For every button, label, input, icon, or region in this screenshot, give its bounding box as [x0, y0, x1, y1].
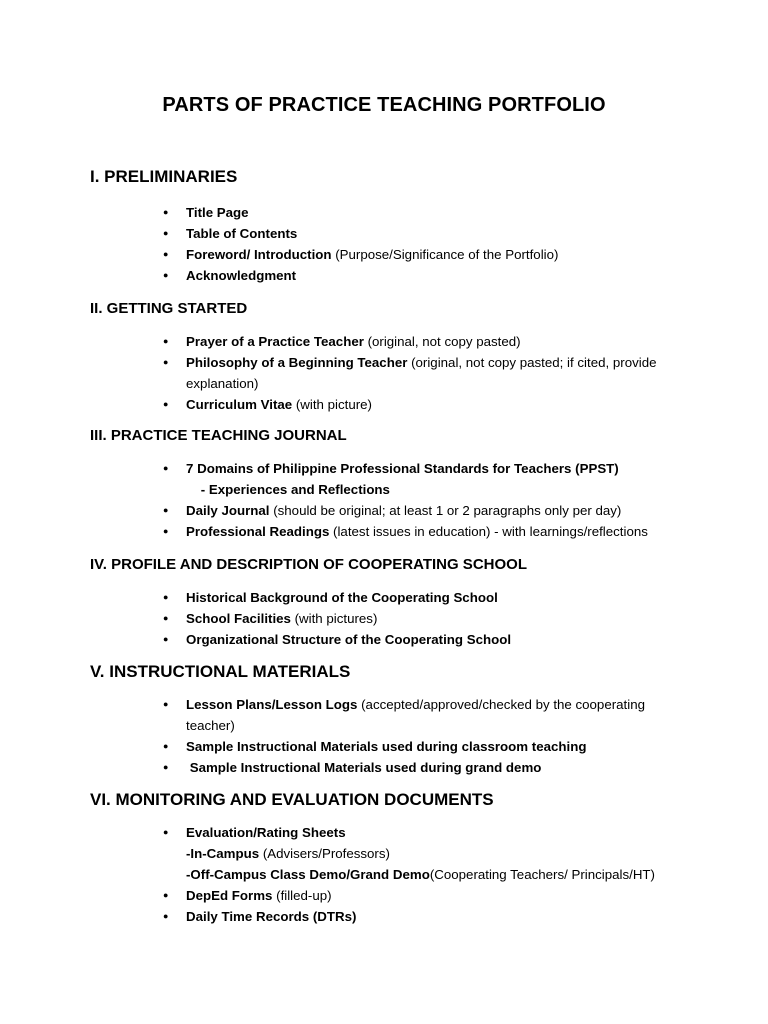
- section-heading-getting-started: II. GETTING STARTED: [90, 300, 248, 317]
- section-heading-journal: III. PRACTICE TEACHING JOURNAL: [90, 427, 347, 444]
- monitoring-list: [186, 822, 686, 927]
- list-item: ● School Facilities (with pictures): [186, 608, 686, 629]
- list-item: ● Prayer of a Practice Teacher (original, not copy pasted): [186, 331, 686, 352]
- list-subitem: -Off-Campus Class Demo/Grand Demo(Cooperating Teachers/ Principals/HT): [186, 867, 655, 882]
- list-item: ● Historical Background of the Cooperating School: [186, 587, 686, 608]
- instructional-list: [186, 694, 686, 778]
- journal-list: [186, 458, 686, 542]
- page-title: PARTS OF PRACTICE TEACHING PORTFOLIO: [162, 94, 606, 116]
- list-item: ● Philosophy of a Beginning Teacher (original, not copy pasted; if cited, provide explanation): [186, 352, 686, 394]
- list-item: ● Professional Readings (latest issues in education) - with learnings/reflections: [186, 521, 686, 542]
- list-item: ● Evaluation/Rating Sheets -In-Campus (Advisers/Professors) -Off-Campus Class Demo/Grand Demo(Cooperating Teachers/ Principals/HT): [186, 822, 686, 885]
- list-item: ● 7 Domains of Philippine Professional Standards for Teachers (PPST) - Experiences and Reflections: [186, 458, 686, 500]
- list-item: ● Acknowledgment: [186, 265, 686, 286]
- section-heading-preliminaries: I. PRELIMINARIES: [90, 167, 238, 186]
- list-subitem: -In-Campus (Advisers/Professors): [186, 846, 390, 861]
- list-item: ● Lesson Plans/Lesson Logs (accepted/approved/checked by the cooperating teacher): [186, 694, 686, 736]
- list-item: ● Foreword/ Introduction (Purpose/Significance of the Portfolio): [186, 244, 686, 265]
- section-heading-instructional: V. INSTRUCTIONAL MATERIALS: [90, 662, 351, 681]
- profile-list: [186, 587, 686, 650]
- list-item: ● Title Page: [186, 202, 686, 223]
- list-item: ● Daily Journal (should be original; at least 1 or 2 paragraphs only per day): [186, 500, 686, 521]
- preliminaries-list: [186, 202, 686, 286]
- list-item: ● Sample Instructional Materials used during grand demo: [186, 757, 686, 778]
- getting-started-list: [186, 331, 686, 415]
- section-heading-monitoring: VI. MONITORING AND EVALUATION DOCUMENTS: [90, 790, 494, 809]
- list-subitem: - Experiences and Reflections: [186, 482, 390, 497]
- list-item: ● Daily Time Records (DTRs): [186, 906, 686, 927]
- section-heading-profile: IV. PROFILE AND DESCRIPTION OF COOPERATING SCHOOL: [90, 556, 527, 573]
- list-item: ● DepEd Forms (filled-up): [186, 885, 686, 906]
- list-item: ● Organizational Structure of the Cooperating School: [186, 629, 686, 650]
- list-item: ● Sample Instructional Materials used during classroom teaching: [186, 736, 686, 757]
- list-item: ● Curriculum Vitae (with picture): [186, 394, 686, 415]
- list-item: ● Table of Contents: [186, 223, 686, 244]
